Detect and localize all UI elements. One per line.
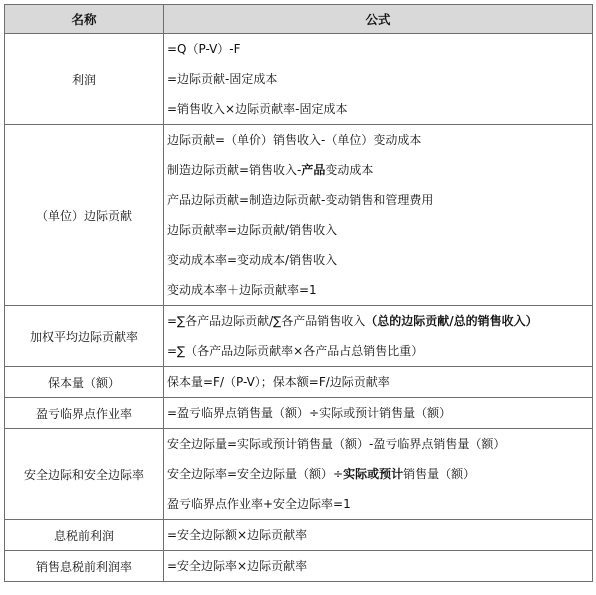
row-formulas [164,34,593,125]
formula-line [167,215,592,245]
formula-text: 产品边际贡献=制造边际贡献-变动销售和管理费用 [167,193,434,207]
formula-text: 变动成本 [325,163,374,177]
formula-emphasis: （总的边际贡献/总的销售收入） [365,314,538,328]
row-name: 加权平均边际贡献率 [5,306,164,367]
formula-line [167,245,592,275]
formula-line [167,155,592,185]
table-row [5,398,593,429]
formula-text: =安全边际率×边际贡献率 [167,559,308,573]
row-formulas [164,398,593,429]
header-name: 名称 [5,5,164,34]
table-row [5,367,593,398]
formula-line [167,429,592,459]
formula-line [167,489,592,519]
formula-text: =Q（P-V）-F [167,42,241,56]
row-name: 盈亏临界点作业率 [5,398,164,429]
formula-line [167,34,592,64]
row-formulas [164,125,593,306]
formula-table [4,4,593,582]
formula-text: =∑（各产品边际贡献率×各产品占总销售比重） [167,344,424,358]
formula-text: 销售量（额） [403,467,476,481]
row-name: 安全边际和安全边际率 [5,429,164,520]
formula-text: 变动成本率＋边际贡献率=1 [167,283,317,297]
formula-line [167,459,592,489]
table-row [5,34,593,125]
formula-line [167,185,592,215]
formula-line [167,336,592,366]
row-name: 销售息税前利润率 [5,551,164,582]
formula-line [167,398,592,428]
formula-emphasis: 产品 [301,163,326,177]
formula-text: 安全边际率=安全边际量（额）÷ [167,467,344,481]
formula-line [167,367,592,397]
formula-text: 制造边际贡献=销售收入- [167,163,302,177]
row-formulas [164,551,593,582]
table-row [5,306,593,367]
table-row [5,429,593,520]
formula-line [167,306,592,336]
formula-line [167,125,592,155]
formula-line [167,275,592,305]
formula-text: =销售收入×边际贡献率-固定成本 [167,102,348,116]
row-formulas [164,367,593,398]
formula-text: 边际贡献率=边际贡献/销售收入 [167,223,338,237]
row-formulas [164,306,593,367]
table-header-row [5,5,593,34]
row-formulas [164,429,593,520]
formula-text: =盈亏临界点销售量（额）÷实际或预计销售量（额） [167,406,452,420]
table-row [5,125,593,306]
formula-text: 变动成本率=变动成本/销售收入 [167,253,338,267]
header-formula: 公式 [164,5,593,34]
formula-text: =安全边际额×边际贡献率 [167,528,308,542]
row-name: 保本量（额） [5,367,164,398]
formula-emphasis: 实际或预计 [343,467,404,481]
formula-text: 安全边际量=实际或预计销售量（额）-盈亏临界点销售量（额） [167,437,506,451]
table-body [5,34,593,582]
table-row [5,551,593,582]
formula-text: =边际贡献-固定成本 [167,72,278,86]
formula-text: 盈亏临界点作业率+安全边际率=1 [167,497,351,511]
row-name: （单位）边际贡献 [5,125,164,306]
formula-text: =∑各产品边际贡献/∑各产品销售收入 [167,314,366,328]
formula-text: 边际贡献=（单价）销售收入-（单位）变动成本 [167,133,422,147]
table-row [5,520,593,551]
row-name: 息税前利润 [5,520,164,551]
formula-line [167,520,592,550]
formula-line [167,94,592,124]
formula-text: 保本量=F/（P-V）；保本额=F/边际贡献率 [167,375,390,389]
row-formulas [164,520,593,551]
formula-line [167,551,592,581]
formula-line [167,64,592,94]
row-name: 利润 [5,34,164,125]
